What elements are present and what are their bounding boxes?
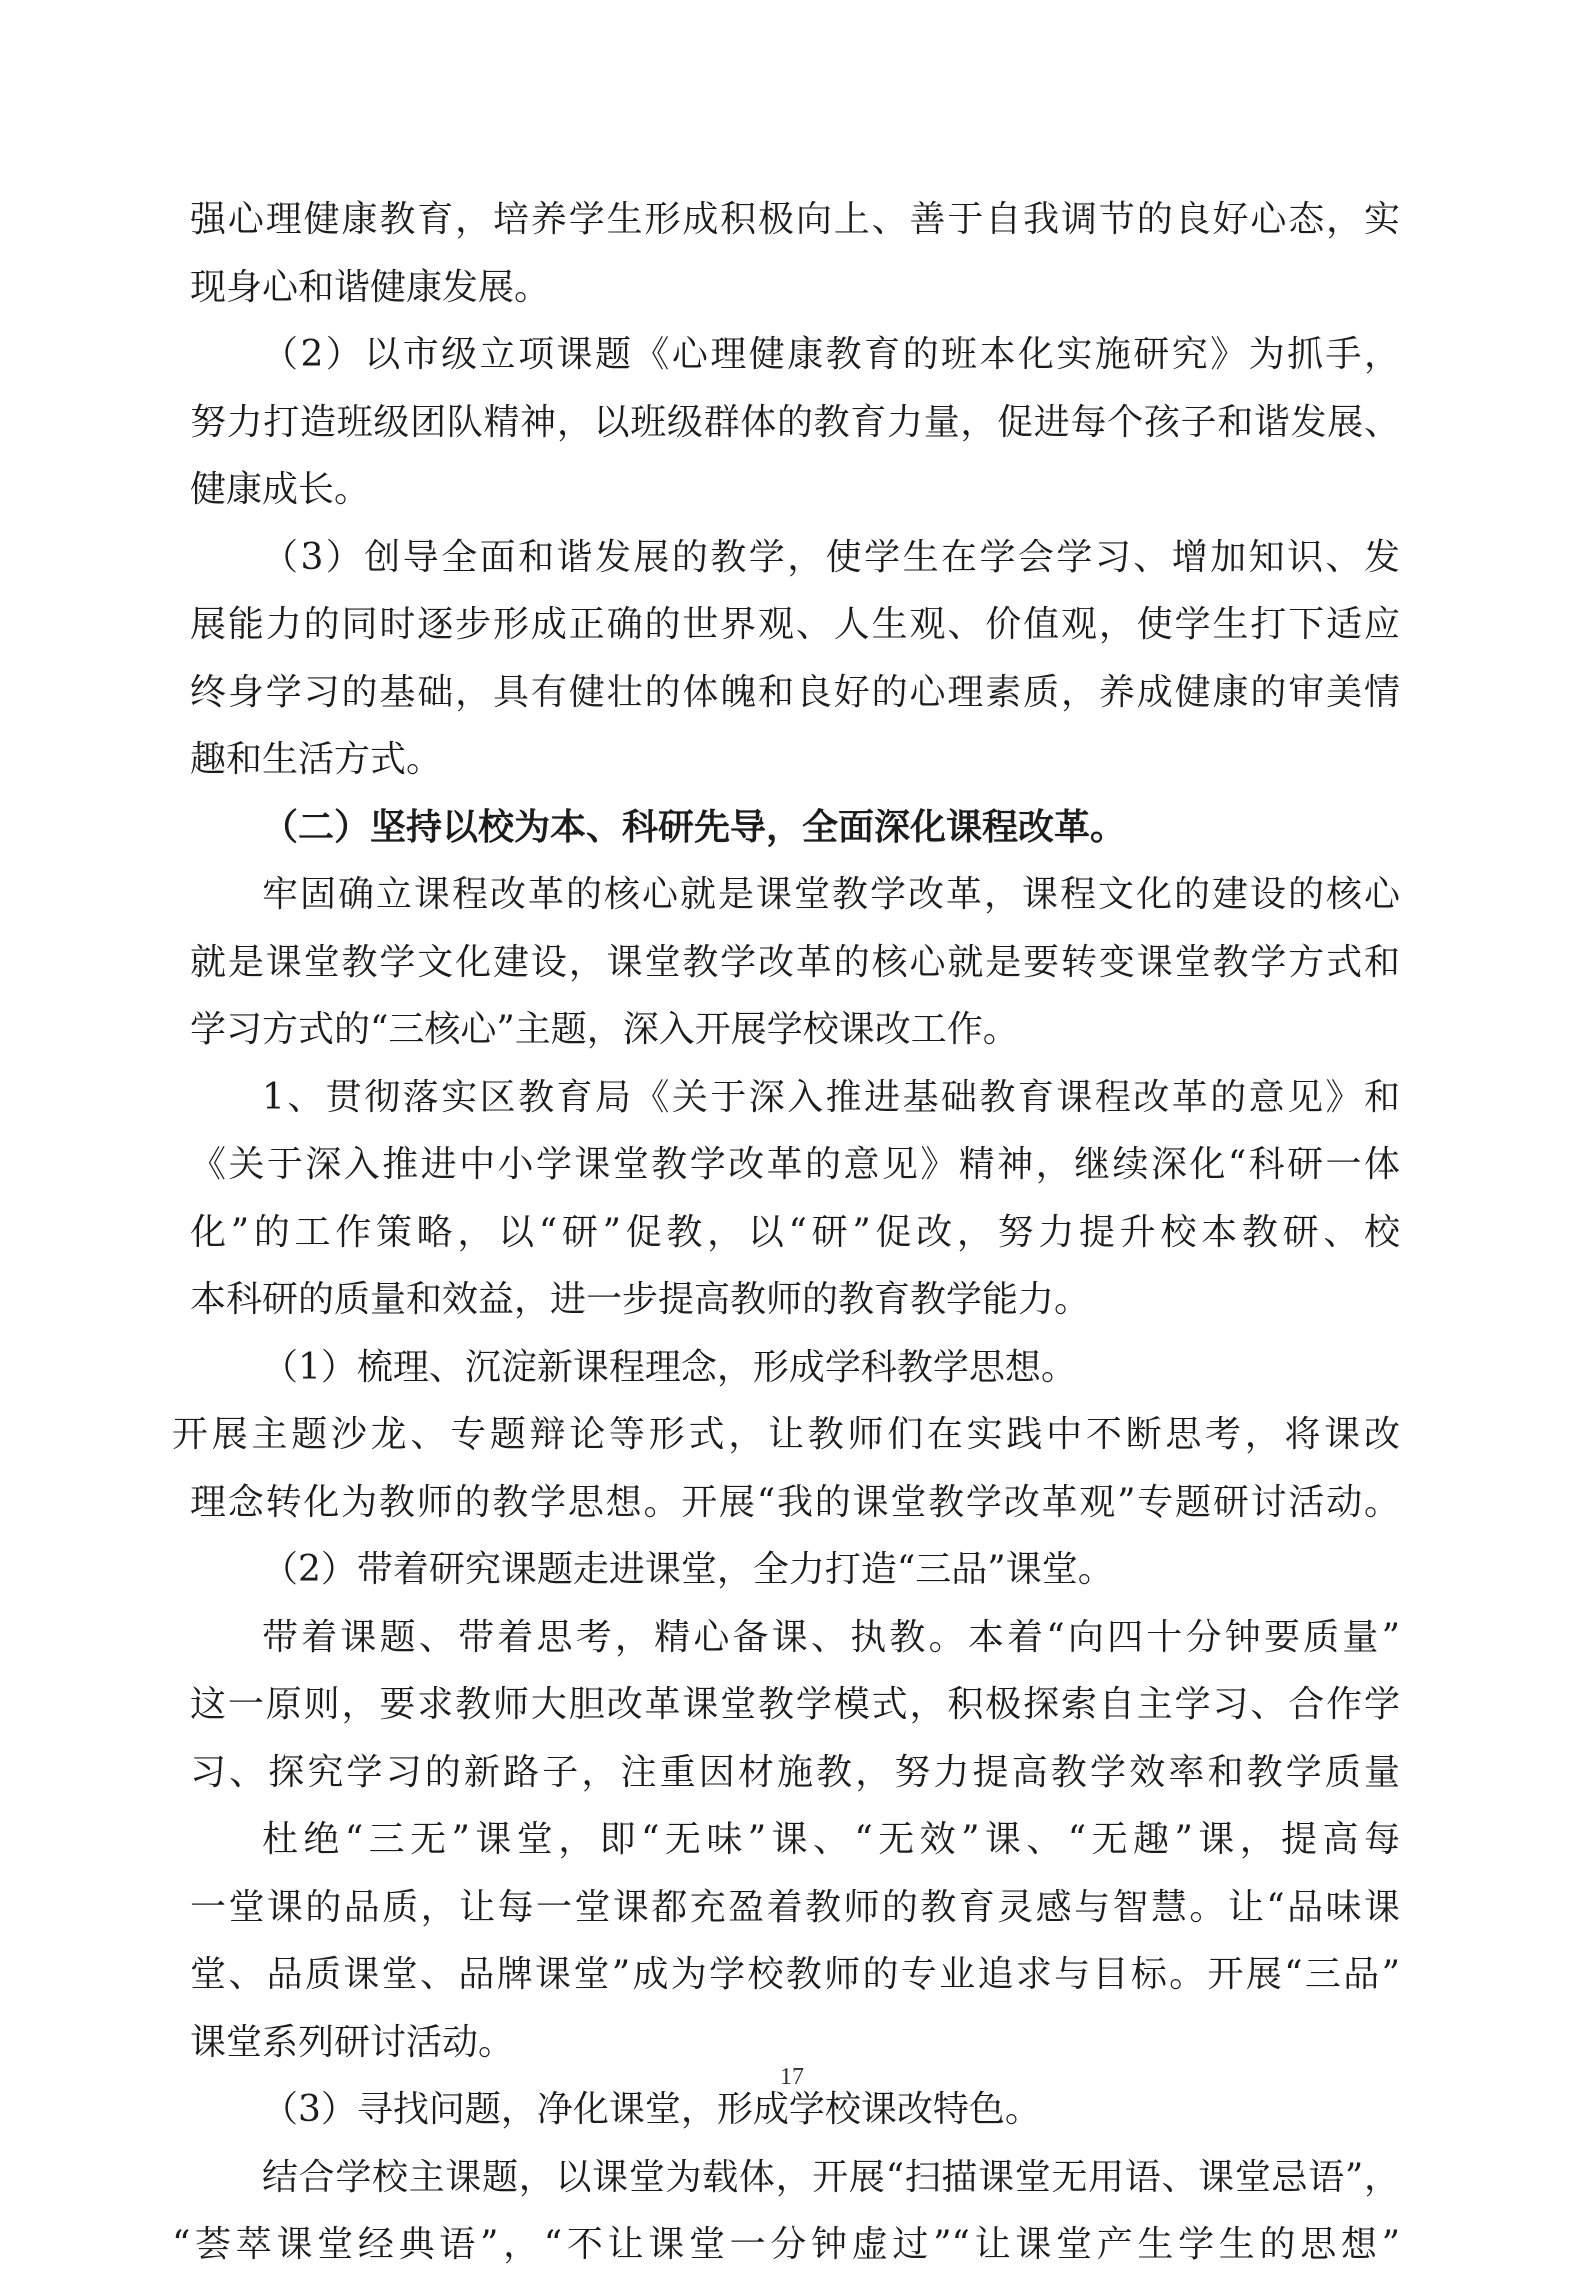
text-line: （1）梳理、沉淀新课程理念，形成学科教学思想。	[262, 1346, 1077, 1388]
text-line: 堂、品质课堂、品牌课堂”成为学校教师的专业追求与目标。开展“三品”	[190, 1954, 1400, 1995]
section-heading: （二）坚持以校为本、科研先导，全面深化课程改革。	[262, 806, 1127, 848]
text-line: （3）寻找问题，净化课堂，形成学校课改特色。	[262, 2089, 1041, 2130]
text-line: 趣和生活方式。	[190, 739, 443, 780]
text-line: 终身学习的基础，具有健壮的体魄和良好的心理素质，养成健康的审美情	[190, 671, 1400, 713]
text-line: 化”的工作策略，以“研”促教，以“研”促改，努力提升校本教研、校	[190, 1211, 1400, 1253]
text-line: 1、贯彻落实区教育局《关于深入推进基础教育课程改革的意见》和	[262, 1076, 1400, 1118]
text-line: 健康成长。	[190, 469, 371, 510]
text-line: 结合学校主课题，以课堂为载体，开展“扫描课堂无用语、课堂忌语”，	[262, 2156, 1400, 2198]
text-line: 理念转化为教师的教学思想。开展“我的课堂教学改革观”专题研讨活动。	[190, 1481, 1400, 1523]
text-line: 现身心和谐健康发展。	[190, 266, 551, 308]
text-line: （3）创导全面和谐发展的教学，使学生在学会学习、增加知识、发	[262, 536, 1400, 578]
text-line: 习、探究学习的新路子，注重因材施教，努力提高教学效率和教学质量	[190, 1751, 1400, 1793]
text-line: 杜绝“三无”课堂，即“无味”课、“无效”课、“无趣”课，提高每	[262, 1819, 1400, 1860]
text-line: 牢固确立课程改革的核心就是课堂教学改革，课程文化的建设的核心	[262, 874, 1400, 915]
text-line: （2）以市级立项课题《心理健康教育的班本化实施研究》为抓手，	[262, 334, 1400, 375]
text-line: 这一原则，要求教师大胆改革课堂教学模式，积极探索自主学习、合作学	[190, 1684, 1400, 1725]
text-line: 课堂系列研讨活动。	[190, 2021, 515, 2063]
text-line: 就是课堂教学文化建设，课堂教学改革的核心就是要转变课堂教学方式和	[190, 941, 1400, 983]
text-line: 带着课题、带着思考，精心备课、执教。本着“向四十分钟要质量”	[262, 1616, 1400, 1658]
body-text	[172, 186, 1400, 2279]
text-line: 努力打造班级团队精神，以班级群体的教育力量，促进每个孩子和谐发展、	[190, 401, 1400, 443]
page-number: 17	[780, 2064, 804, 2090]
text-line: 开展主题沙龙、专题辩论等形式，让教师们在实践中不断思考，将课改	[172, 1414, 1400, 1455]
text-line: （2）带着研究课题走进课堂，全力打造“三品”课堂。	[262, 1549, 1114, 1590]
text-line: 一堂课的品质，让每一堂课都充盈着教师的教育灵感与智慧。让“品味课	[190, 1886, 1400, 1928]
text-line: “荟萃课堂经典语”，“不让课堂一分钟虚过”“让课堂产生学生的思想”	[172, 2224, 1400, 2265]
text-line: 《关于深入推进中小学课堂教学改革的意见》精神，继续深化“科研一体	[190, 1144, 1400, 1185]
text-line: 展能力的同时逐步形成正确的世界观、人生观、价值观，使学生打下适应	[190, 604, 1400, 645]
text-line: 本科研的质量和效益，进一步提高教师的教育教学能力。	[190, 1279, 1091, 1320]
text-line: 强心理健康教育，培养学生形成积极向上、善于自我调节的良好心态，实	[190, 199, 1400, 240]
text-line: 学习方式的“三核心”主题，深入开展学校课改工作。	[190, 1009, 1019, 1050]
